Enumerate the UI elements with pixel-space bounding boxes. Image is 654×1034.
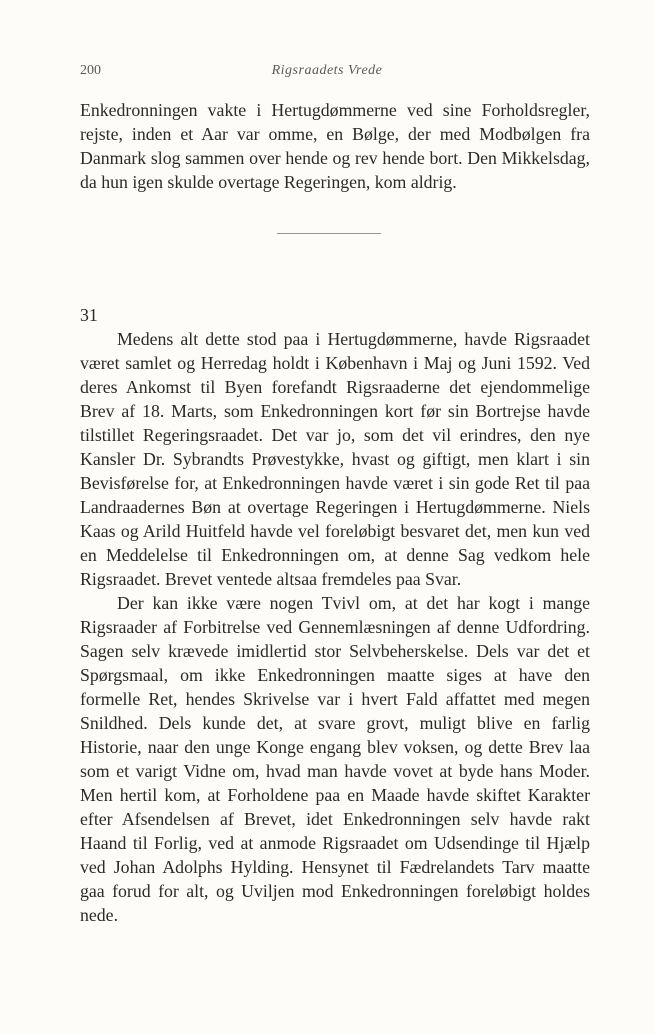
paragraph: Enkedronningen vakte i Hertugdømmerne ved sine Forholdsregler, rejste, inden et Aar var omme, en Bølge, der med Modbølgen fra Danmark slog sammen over hende og rev hende bort. Den Mikkelsdag, da hun igen skulde overtage Regeringen, kom aldrig. bbox=[80, 100, 590, 192]
section-text-block bbox=[80, 303, 590, 927]
section-separator-rule bbox=[277, 233, 381, 234]
paragraph: Der kan ikke være nogen Tvivl om, at det har kogt i mange Rigsraader af Forbitrelse ved Gennemlæsningen af denne Udfordring. Sagen selv krævede imidlertid stor Selvbeherskelse. Dels var det et Spørgsmaal, om ikke Enkedronningen maatte siges at have den formelle Ret, hendes Skrivelse var i hvert Fald affattet med megen Snildhed. Dels kunde det, at svare grovt, muligt blive en farlig Historie, naar den unge Konge engang blev voksen, og dette Brev laa som et varigt Vidne om, hvad man havde vovet at byde hans Moder. Men hertil kom, at Forholdene paa en Maade havde skiftet Karakter efter Afsendelsen af Brevet, idet Enkedronningen selv havde rakt Haand til Forlig, ved at anmode Rigsraadet om Udsendinge til Hjælp ved Johan Adolphs Hylding. Hensynet til Fædrelandets Tarv maatte gaa forud for alt, og Uviljen mod Enkedronningen foreløbigt holdes nede. bbox=[80, 593, 590, 925]
running-title: Rigsraadets Vrede bbox=[271, 63, 383, 78]
section-number: 31 bbox=[80, 305, 98, 325]
page-number: 200 bbox=[80, 63, 101, 78]
paragraph: Medens alt dette stod paa i Hertugdømmerne, havde Rigsraadet været samlet og Herredag holdt i København i Maj og Juni 1592. Ved deres Ankomst til Byen forefandt Rigsraaderne det ejendommelige Brev af 18. Marts, som Enkedronningen kort før sin Bortrejse havde tilstillet Regeringsraadet. Det var jo, som det vil erindres, den nye Kansler Dr. Sybrandts Prøvestykke, hvast og giftigt, men klart i sin Bevisførelse for, at Enkedronningen havde været i sin gode Ret til paa Landraadernes Bøn at overtage Regeringen i Hertugdømmerne. Niels Kaas og Arild Huitfeld havde vel foreløbigt besvaret det, men kun ved en Meddelelse til Enkedronningen om, at denne Sag vedkom hele Rigsraadet. Brevet ventede altsaa fremdeles paa Svar. bbox=[80, 329, 590, 589]
text-block-before-section bbox=[80, 98, 590, 194]
page-header bbox=[80, 63, 574, 83]
